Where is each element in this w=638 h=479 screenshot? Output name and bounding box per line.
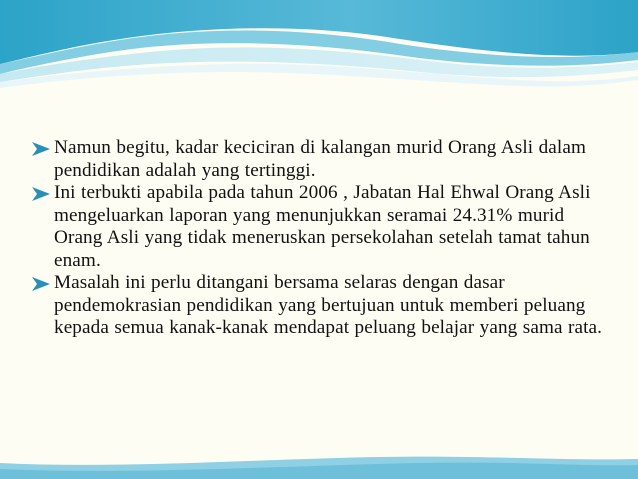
header-wave-decoration xyxy=(0,0,638,90)
arrow-bullet-icon xyxy=(32,182,54,205)
bullet-item xyxy=(32,272,612,340)
arrow-bullet-icon xyxy=(32,272,54,295)
bullet-list xyxy=(32,137,612,340)
arrow-bullet-icon xyxy=(32,137,54,160)
bullet-text: Namun begitu, kadar keciciran di kalangan murid Orang Asli dalam pendidikan adalah yang tertinggi. xyxy=(54,137,586,181)
bullet-text: Ini terbukti apabila pada tahun 2006 , Jabatan Hal Ehwal Orang Asli mengeluarkan laporan yang menunjukkan seramai 24.31% murid Orang Asli yang tidak meneruskan persekolahan setelah tamat tahun enam. xyxy=(54,182,591,271)
bullet-item xyxy=(32,137,612,182)
bullet-text: Masalah ini perlu ditangani bersama selaras dengan dasar pendemokrasian pendidikan yang bertujuan untuk memberi peluang kepada semua kanak-kanak mendapat peluang belajar yang sama rata. xyxy=(54,272,603,338)
footer-wave-decoration xyxy=(0,453,638,479)
bullet-item xyxy=(32,182,612,272)
